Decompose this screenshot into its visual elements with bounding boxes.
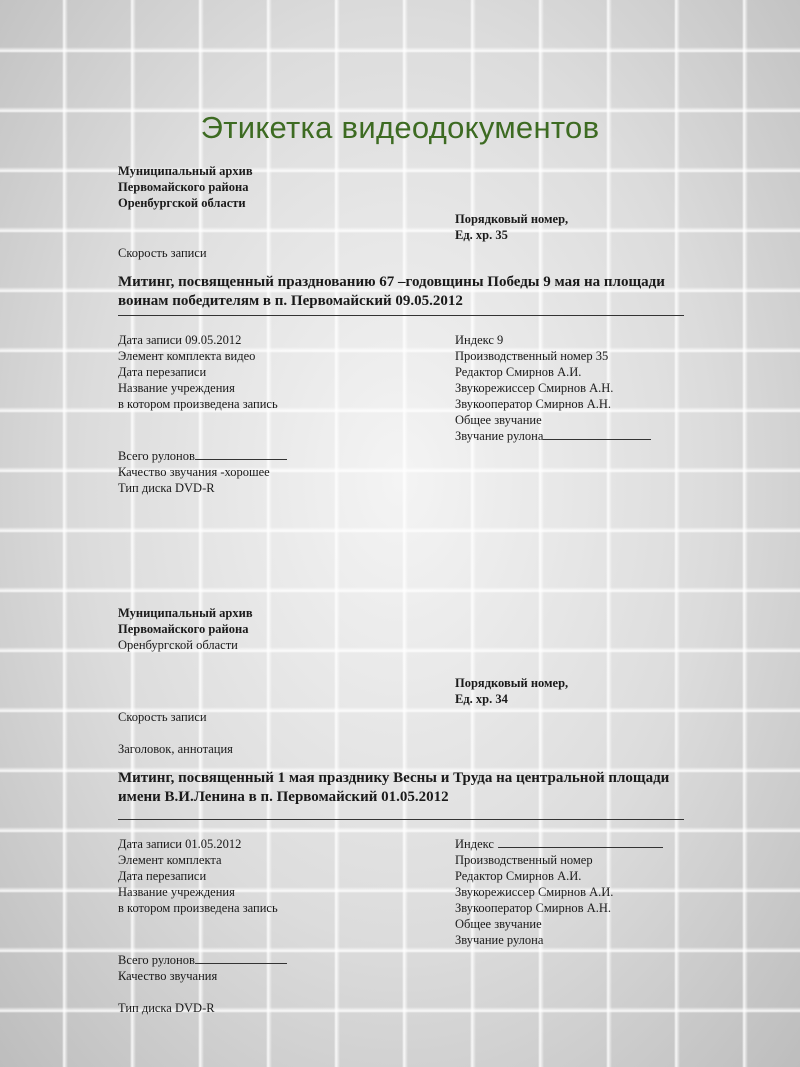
index-field: Индекс [455,837,494,851]
blank-line [498,837,663,848]
sound-director: Звукорежиссер Смирнов А.Н. [455,381,614,395]
production-number: Производственный номер [455,853,593,867]
sound-operator: Звукооператор Смирнов А.Н. [455,397,612,411]
reel-count: Всего рулонов [118,449,195,463]
reel-count: Всего рулонов [118,953,195,967]
institution-name-cont: в котором произведена запись [118,901,278,915]
rerecord-date: Дата перезаписи [118,869,207,883]
set-element: Элемент комплекта видео [118,349,256,363]
page-title: Этикетка видеодокументов [200,110,600,145]
production-number: Производственный номер 35 [455,349,609,363]
blank-line [195,953,287,964]
archive-line: Оренбургской области [118,638,238,652]
divider [118,819,684,820]
sound-operator: Звукооператор Смирнов А.Н. [455,901,612,915]
record-title: Митинг, посвященный празднованию 67 –годовщины Победы 9 мая на площади воинам победителям в п. Первомайский 09.05.2012 [118,274,665,309]
sound-quality: Качество звучания [118,969,218,983]
archive-line: Первомайского района [118,180,249,194]
disc-type: Тип диска DVD-R [118,481,215,495]
blank-line [543,429,651,440]
record-title: Митинг, посвященный 1 мая празднику Весны и Труда на центральной площади имени В.И.Ленина в п. Первомайский 01.05.2012 [118,770,670,805]
index-field: Индекс 9 [455,333,504,347]
archive-line: Первомайского района [118,622,249,636]
record-date: Дата записи 01.05.2012 [118,837,242,851]
editor: Редактор Смирнов А.И. [455,365,582,379]
disc-type: Тип диска DVD-R [118,1001,215,1015]
editor: Редактор Смирнов А.И. [455,869,582,883]
blank-line [195,449,287,460]
recording-speed: Скорость записи [118,246,207,260]
reel-sound: Звучание рулона [455,933,544,947]
sound-director: Звукорежиссер Смирнов А.И. [455,885,614,899]
reel-sound: Звучание рулона [455,429,544,443]
sound-quality: Качество звучания -хорошее [118,465,270,479]
institution-name-cont: в котором произведена запись [118,397,278,411]
storage-unit: Ед. хр. 35 [455,228,508,242]
serial-number-label: Порядковый номер, [455,676,569,690]
total-sound: Общее звучание [455,917,542,931]
record-date: Дата записи 09.05.2012 [118,333,242,347]
institution-name: Название учреждения [118,381,235,395]
recording-speed: Скорость записи [118,710,207,724]
archive-line: Муниципальный архив [118,606,253,620]
video-label-2 [118,605,686,1016]
storage-unit: Ед. хр. 34 [455,692,508,706]
archive-line: Оренбургской области [118,196,246,210]
total-sound: Общее звучание [455,413,542,427]
rerecord-date: Дата перезаписи [118,365,207,379]
archive-line: Муниципальный архив [118,164,253,178]
video-label-1 [118,163,686,496]
divider [118,315,684,316]
annotation-label: Заголовок, аннотация [118,742,233,756]
serial-number-label: Порядковый номер, [455,212,569,226]
institution-name: Название учреждения [118,885,235,899]
set-element: Элемент комплекта [118,853,222,867]
